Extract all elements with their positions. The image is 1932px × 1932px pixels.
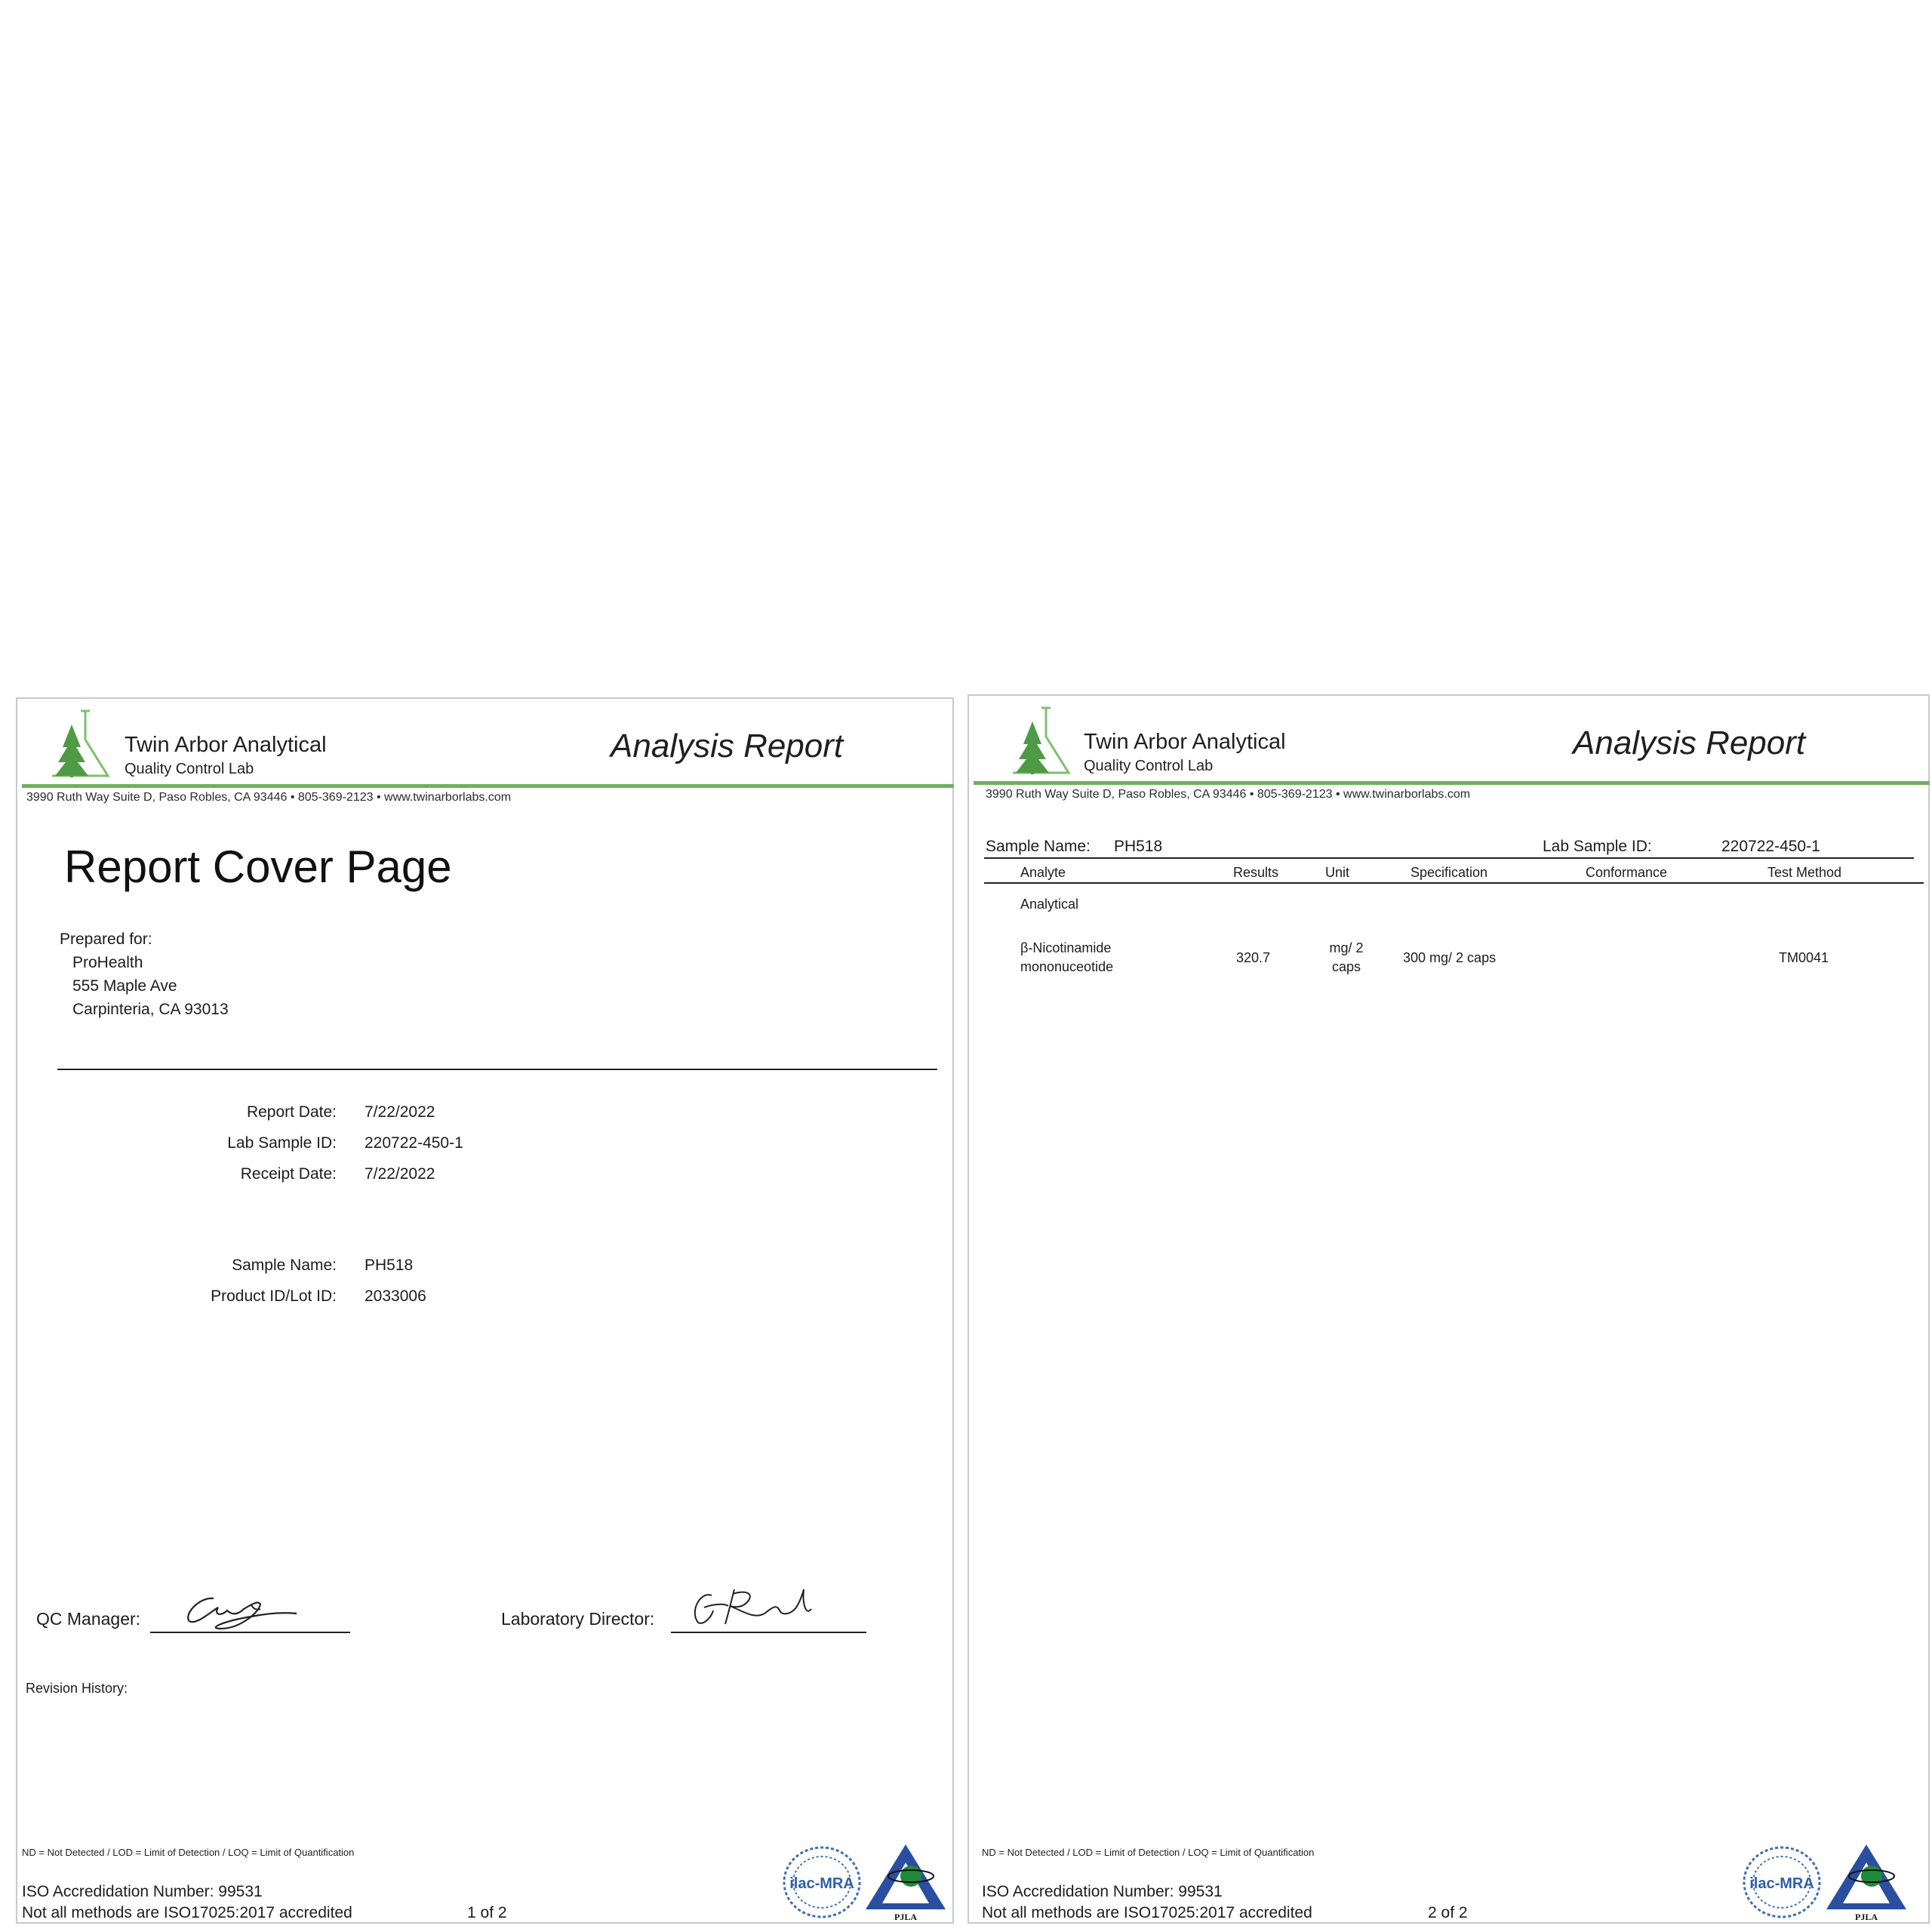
- page-number: 2 of 2: [1428, 1904, 1468, 1921]
- lab-subtitle: Quality Control Lab: [1084, 758, 1214, 774]
- lab-sample-id-label: Lab Sample ID:: [1543, 838, 1652, 855]
- product-lot-id-value: 2033006: [365, 1287, 426, 1305]
- receipt-date-label: Receipt Date:: [240, 1165, 337, 1183]
- group-label-analytical: Analytical: [1020, 897, 1079, 912]
- section-divider: [57, 1069, 937, 1070]
- abbreviations-note: ND = Not Detected / LOD = Limit of Detection / LOQ = Limit of Quantification: [22, 1847, 355, 1858]
- column-header-results: Results: [1233, 865, 1279, 880]
- report-page-2: [968, 694, 1930, 1924]
- sample-name-label: Sample Name:: [986, 838, 1091, 855]
- pjla-logo-icon: [1822, 1840, 1911, 1923]
- pjla-logo-text: PJLA: [1855, 1912, 1878, 1922]
- ilac-mra-logo-icon: [1741, 1844, 1823, 1920]
- pjla-logo-icon: [861, 1840, 950, 1923]
- lab-sample-id-value: 220722-450-1: [365, 1134, 463, 1152]
- sample-name-value: PH518: [365, 1257, 414, 1274]
- header-rule: [974, 781, 1930, 785]
- page-number: 1 of 2: [467, 1904, 507, 1921]
- sample-name-label: Sample Name:: [232, 1257, 337, 1274]
- ilac-mra-logo-text: ilac-MRA: [1749, 1875, 1814, 1892]
- test-method-value: TM0041: [1779, 950, 1829, 965]
- receipt-date-value: 7/22/2022: [365, 1165, 435, 1183]
- column-header-unit: Unit: [1325, 865, 1350, 880]
- iso-accreditation-number: ISO Accredidation Number: 99531: [22, 1883, 263, 1900]
- cover-page-title: Report Cover Page: [64, 841, 452, 892]
- table-header-rule: [984, 882, 1924, 884]
- lab-director-label: Laboratory Director:: [501, 1609, 655, 1629]
- analyte-name-line2: mononuceotide: [1020, 959, 1114, 974]
- lab-sample-id-label: Lab Sample ID:: [227, 1134, 337, 1152]
- column-header-analyte: Analyte: [1020, 865, 1066, 880]
- report-date-label: Report Date:: [246, 1103, 337, 1121]
- report-date-value: 7/22/2022: [365, 1103, 435, 1121]
- lab-director-signature: [681, 1580, 848, 1633]
- result-value: 320.7: [1236, 950, 1271, 965]
- client-street: 555 Maple Ave: [72, 977, 177, 995]
- lab-address: 3990 Ruth Way Suite D, Paso Robles, CA 93446 • 805-369-2123 • www.twinarborlabs.com: [986, 788, 1471, 801]
- column-header-conformance: Conformance: [1586, 865, 1668, 880]
- unit-line1: mg/ 2: [1329, 940, 1364, 955]
- sample-header-rule: [984, 857, 1914, 859]
- iso-accreditation-note: Not all methods are ISO17025:2017 accredited: [982, 1904, 1312, 1921]
- product-lot-id-label: Product ID/Lot ID:: [211, 1287, 337, 1305]
- column-header-specification: Specification: [1411, 865, 1488, 880]
- lab-name: Twin Arbor Analytical: [125, 733, 327, 757]
- lab-address: 3990 Ruth Way Suite D, Paso Robles, CA 93446 • 805-369-2123 • www.twinarborlabs.com: [26, 791, 512, 804]
- iso-accreditation-note: Not all methods are ISO17025:2017 accredited: [22, 1904, 352, 1921]
- report-page-1: [16, 697, 954, 1924]
- client-name: ProHealth: [72, 954, 143, 971]
- pjla-logo-text: PJLA: [894, 1912, 917, 1922]
- flask-tree-logo-icon: [1002, 703, 1078, 779]
- unit-line2: caps: [1331, 959, 1361, 974]
- report-title: Analysis Report: [1573, 724, 1806, 761]
- iso-accreditation-number: ISO Accredidation Number: 99531: [982, 1883, 1223, 1900]
- sample-name-value: PH518: [1114, 838, 1163, 855]
- qc-manager-signature-line: [150, 1632, 350, 1633]
- revision-history-label: Revision History:: [26, 1681, 128, 1696]
- client-city: Carpinteria, CA 93013: [72, 1001, 229, 1018]
- qc-manager-signature: [168, 1582, 334, 1642]
- ilac-mra-logo-text: ilac-MRA: [789, 1875, 854, 1892]
- ilac-mra-logo-icon: [781, 1844, 863, 1920]
- flask-tree-logo-icon: [42, 706, 117, 782]
- lab-sample-id-value: 220722-450-1: [1721, 838, 1820, 855]
- prepared-for-label: Prepared for:: [60, 931, 152, 948]
- report-title: Analysis Report: [611, 728, 844, 764]
- lab-subtitle: Quality Control Lab: [125, 761, 254, 777]
- header-rule: [22, 784, 954, 788]
- abbreviations-note: ND = Not Detected / LOD = Limit of Detection / LOQ = Limit of Quantification: [982, 1847, 1315, 1858]
- qc-manager-label: QC Manager:: [36, 1609, 141, 1629]
- column-header-test-method: Test Method: [1767, 865, 1842, 880]
- analyte-name-line1: β-Nicotinamide: [1020, 940, 1112, 955]
- specification-value: 300 mg/ 2 caps: [1403, 950, 1497, 965]
- lab-name: Twin Arbor Analytical: [1084, 730, 1286, 754]
- lab-director-signature-line: [671, 1632, 866, 1633]
